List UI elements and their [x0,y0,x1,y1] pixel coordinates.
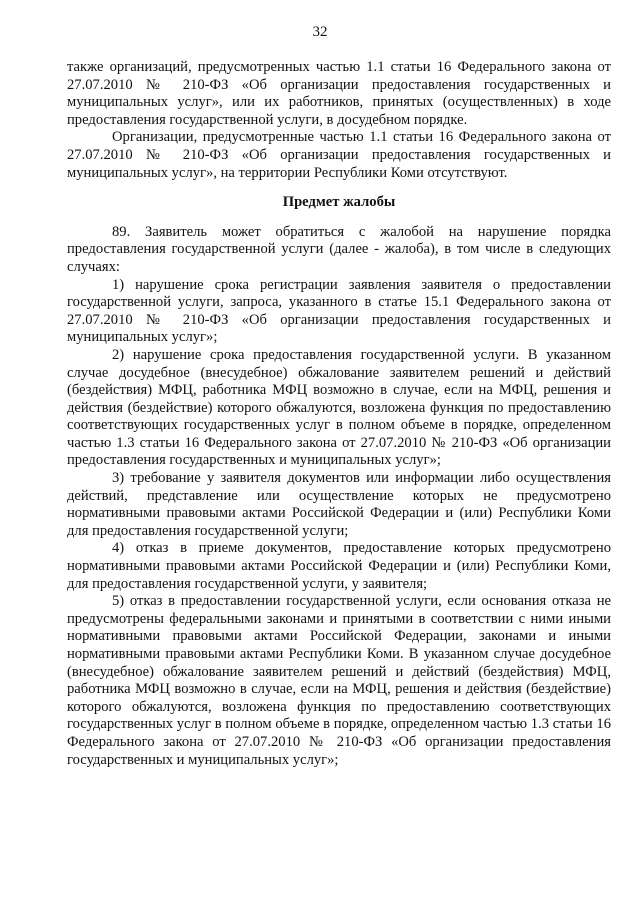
list-item-2: 2) нарушение срока предоставления государственной услуги. В указанном случае досудебное (внесудебное) обжалование заявителем решений и действий (бездействия) МФЦ, работника МФЦ возможно в случае, если на МФЦ, решения и действия (бездействие) которого обжалуются, возложена функция по предоставлению соответствующих государственных услуг в полном объеме в порядке, определенном частью 1.3 статьи 16 Федерального закона от 27.07.2010 № 210-ФЗ «Об организации предоставления государственных и муниципальных услуг»; [67,346,611,469]
list-item-1: 1) нарушение срока регистрации заявления заявителя о предоставлении государственной услуги, запроса, указанного в статье 15.1 Федерального закона от 27.07.2010 № 210-ФЗ «Об организации предоставления государственных и муниципальных услуг»; [67,276,611,346]
page-number: 32 [312,24,328,40]
list-item-4: 4) отказ в приеме документов, предоставление которых предусмотрено нормативными правовыми актами Российской Федерации и (или) Республики Коми, для предоставления государственной услуги, у заявителя; [67,540,611,592]
paragraph-89: 89. Заявитель может обратиться с жалобой на нарушение порядка предоставления государственной услуги (далее - жалоба), в том числе в следующих случаях: [67,223,611,275]
document-body [67,59,611,769]
paragraph-organizations: Организации, предусмотренные частью 1.1 статьи 16 Федерального закона от 27.07.2010 № 210-ФЗ «Об организации предоставления государственных и муниципальных услуг», на территории Республики Коми отсутствуют. [67,129,611,181]
section-heading: Предмет жалобы [282,194,396,211]
list-item-3: 3) требование у заявителя документов или информации либо осуществления действий, представление или осуществление которых не предусмотрено нормативными правовыми актами Российской Федерации и (или) Республики Коми для предоставления государственной услуги; [67,470,611,539]
paragraph-continuation: также организаций, предусмотренных частью 1.1 статьи 16 Федерального закона от 27.07.2010 № 210-ФЗ «Об организации предоставления государственных и муниципальных услуг», или их работников, принятых (осуществленных) в ходе предоставления государственной услуги, в досудебном порядке. [67,59,611,128]
list-item-5: 5) отказ в предоставлении государственной услуги, если основания отказа не предусмотрены федеральными законами и принятыми в соответствии с ними иными нормативными правовыми актами Российской Федерации, законами и иными нормативными правовыми актами Республики Коми. В указанном случае досудебное (внесудебное) обжалование заявителем решений и действий (бездействия) МФЦ, работника МФЦ возможно в случае, если на МФЦ, решения и действия (бездействие) которого обжалуются, возложена функция по предоставлению соответствующих государственных услуг в полном объеме в порядке, определенном частью 1.3 статьи 16 Федерального закона от 27.07.2010 № 210-ФЗ «Об организации предоставления государственных и муниципальных услуг»; [67,593,611,768]
